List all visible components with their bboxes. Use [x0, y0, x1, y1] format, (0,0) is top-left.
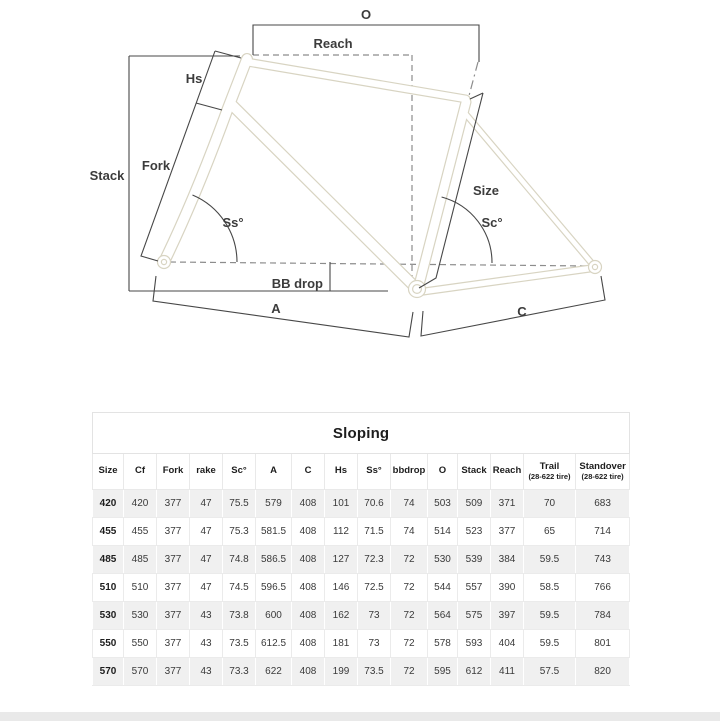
table-cell: 377 [157, 602, 190, 630]
headtube-bottom-tick [196, 103, 222, 110]
table-cell: 75.3 [223, 518, 256, 546]
column-header-sub: (28-622 tire) [528, 471, 571, 481]
column-header: Hs [325, 454, 358, 490]
table-row [93, 574, 630, 602]
table-cell: 564 [428, 602, 458, 630]
table-cell: 73.3 [223, 658, 256, 686]
table-cell: 71.5 [358, 518, 391, 546]
table-cell: 579 [256, 490, 292, 518]
table-cell: 58.5 [524, 574, 576, 602]
column-header: Size [93, 454, 124, 490]
column-header: Cf [124, 454, 157, 490]
size-cell: 550 [93, 630, 124, 658]
table-cell: 570 [124, 658, 157, 686]
table-cell: 404 [491, 630, 524, 658]
table-cell: 72 [391, 574, 428, 602]
table-cell: 199 [325, 658, 358, 686]
size-cell: 455 [93, 518, 124, 546]
table-cell: 74 [391, 518, 428, 546]
table-cell: 510 [124, 574, 157, 602]
table-cell: 595 [428, 658, 458, 686]
table-cell: 530 [124, 602, 157, 630]
table-cell: 70 [524, 490, 576, 518]
table-cell: 408 [292, 490, 325, 518]
column-header: C [292, 454, 325, 490]
table-cell: 408 [292, 602, 325, 630]
table-cell: 523 [458, 518, 491, 546]
table-cell: 485 [124, 546, 157, 574]
table-cell: 65 [524, 518, 576, 546]
table-cell: 411 [491, 658, 524, 686]
table-cell: 766 [576, 574, 630, 602]
headtube-top-tick [215, 51, 241, 58]
seat-angle-label: Sc° [481, 215, 503, 230]
c-label: C [517, 304, 527, 319]
table-cell: 612.5 [256, 630, 292, 658]
axle-dashed-line [170, 262, 590, 266]
table-cell: 557 [458, 574, 491, 602]
geometry-table-wrap [92, 412, 629, 686]
table-cell: 72 [391, 630, 428, 658]
table-cell: 73.8 [223, 602, 256, 630]
hs-label: Hs [185, 71, 203, 86]
table-cell: 59.5 [524, 630, 576, 658]
table-cell: 530 [428, 546, 458, 574]
table-cell: 820 [576, 658, 630, 686]
table-cell: 47 [190, 574, 223, 602]
column-header: Ss° [358, 454, 391, 490]
o-bracket [253, 25, 479, 62]
column-header: O [428, 454, 458, 490]
table-cell: 74 [391, 490, 428, 518]
table-cell: 743 [576, 546, 630, 574]
table-cell: 714 [576, 518, 630, 546]
column-header: A [256, 454, 292, 490]
table-cell: 408 [292, 658, 325, 686]
table-cell: 397 [491, 602, 524, 630]
size-cell: 420 [93, 490, 124, 518]
column-header: rake [190, 454, 223, 490]
table-cell: 377 [157, 574, 190, 602]
table-cell: 539 [458, 546, 491, 574]
table-row [93, 490, 630, 518]
table-cell: 127 [325, 546, 358, 574]
table-cell: 622 [256, 658, 292, 686]
table-cell: 72.5 [358, 574, 391, 602]
size-cell: 570 [93, 658, 124, 686]
o-label: O [360, 7, 372, 22]
table-cell: 72.3 [358, 546, 391, 574]
table-cell: 72 [391, 658, 428, 686]
table-cell: 47 [190, 546, 223, 574]
table-cell: 408 [292, 574, 325, 602]
table-cell: 377 [157, 518, 190, 546]
table-cell: 455 [124, 518, 157, 546]
table-cell: 47 [190, 518, 223, 546]
table-cell: 162 [325, 602, 358, 630]
table-cell: 181 [325, 630, 358, 658]
table-cell: 72 [391, 602, 428, 630]
size-top-tick [470, 93, 483, 99]
column-header: Stack [458, 454, 491, 490]
bike-frame [158, 59, 602, 298]
bb-drop-label: BB drop [271, 276, 323, 291]
table-cell: 683 [576, 490, 630, 518]
table-cell: 146 [325, 574, 358, 602]
table-cell: 408 [292, 546, 325, 574]
footer-strip [0, 712, 720, 721]
a-label: A [271, 301, 281, 316]
column-header: Fork [157, 454, 190, 490]
table-cell: 593 [458, 630, 491, 658]
table-cell: 74.8 [223, 546, 256, 574]
table-cell: 581.5 [256, 518, 292, 546]
table-cell: 73 [358, 630, 391, 658]
table-cell: 75.5 [223, 490, 256, 518]
table-cell: 784 [576, 602, 630, 630]
table-cell: 377 [157, 490, 190, 518]
table-cell: 59.5 [524, 602, 576, 630]
table-cell: 43 [190, 602, 223, 630]
table-cell: 420 [124, 490, 157, 518]
table-cell: 43 [190, 630, 223, 658]
table-title-text: Sloping [332, 424, 390, 442]
size-cell: 510 [93, 574, 124, 602]
column-header-sub: (28-622 tire) [581, 471, 624, 481]
table-cell: 377 [491, 518, 524, 546]
table-row [93, 546, 630, 574]
table-row [93, 658, 630, 686]
table-cell: 73.5 [223, 630, 256, 658]
table-cell: 57.5 [524, 658, 576, 686]
table-cell: 73.5 [358, 658, 391, 686]
table-cell: 408 [292, 518, 325, 546]
table-cell: 550 [124, 630, 157, 658]
table-cell: 544 [428, 574, 458, 602]
fork-label: Fork [141, 158, 171, 173]
frame-inner [164, 59, 594, 292]
table-cell: 612 [458, 658, 491, 686]
table-cell: 101 [325, 490, 358, 518]
column-header: Trail (28-622 tire) [524, 454, 576, 490]
table-cell: 578 [428, 630, 458, 658]
size-cell: 530 [93, 602, 124, 630]
diagram-labels [90, 7, 528, 319]
table-cell: 408 [292, 630, 325, 658]
table-cell: 801 [576, 630, 630, 658]
table-cell: 586.5 [256, 546, 292, 574]
table-title-row [93, 413, 630, 454]
geometry-table [92, 412, 630, 686]
table-cell: 371 [491, 490, 524, 518]
reach-label: Reach [313, 36, 353, 51]
table-title [93, 413, 630, 454]
table-cell: 503 [428, 490, 458, 518]
table-row [93, 518, 630, 546]
size-label: Size [472, 183, 500, 198]
table-cell: 600 [256, 602, 292, 630]
seat-angle-arc [442, 197, 492, 263]
column-header: Reach [491, 454, 524, 490]
table-body [93, 490, 630, 686]
table-cell: 575 [458, 602, 491, 630]
column-header: bbdrop [391, 454, 428, 490]
table-row [93, 602, 630, 630]
head-angle-label: Ss° [222, 215, 244, 230]
table-cell: 112 [325, 518, 358, 546]
size-cell: 485 [93, 546, 124, 574]
table-cell: 509 [458, 490, 491, 518]
table-cell: 377 [157, 658, 190, 686]
table-cell: 73 [358, 602, 391, 630]
column-header: Standover (28-622 tire) [576, 454, 630, 490]
table-cell: 74.5 [223, 574, 256, 602]
table-cell: 47 [190, 490, 223, 518]
stack-label: Stack [89, 168, 125, 183]
table-cell: 72 [391, 546, 428, 574]
table-row [93, 630, 630, 658]
table-cell: 70.6 [358, 490, 391, 518]
table-cell: 43 [190, 658, 223, 686]
table-cell: 596.5 [256, 574, 292, 602]
table-cell: 390 [491, 574, 524, 602]
table-cell: 384 [491, 546, 524, 574]
table-header-row [93, 454, 630, 490]
table-cell: 59.5 [524, 546, 576, 574]
table-cell: 377 [157, 546, 190, 574]
table-cell: 514 [428, 518, 458, 546]
table-cell: 377 [157, 630, 190, 658]
column-header: Sc° [223, 454, 256, 490]
